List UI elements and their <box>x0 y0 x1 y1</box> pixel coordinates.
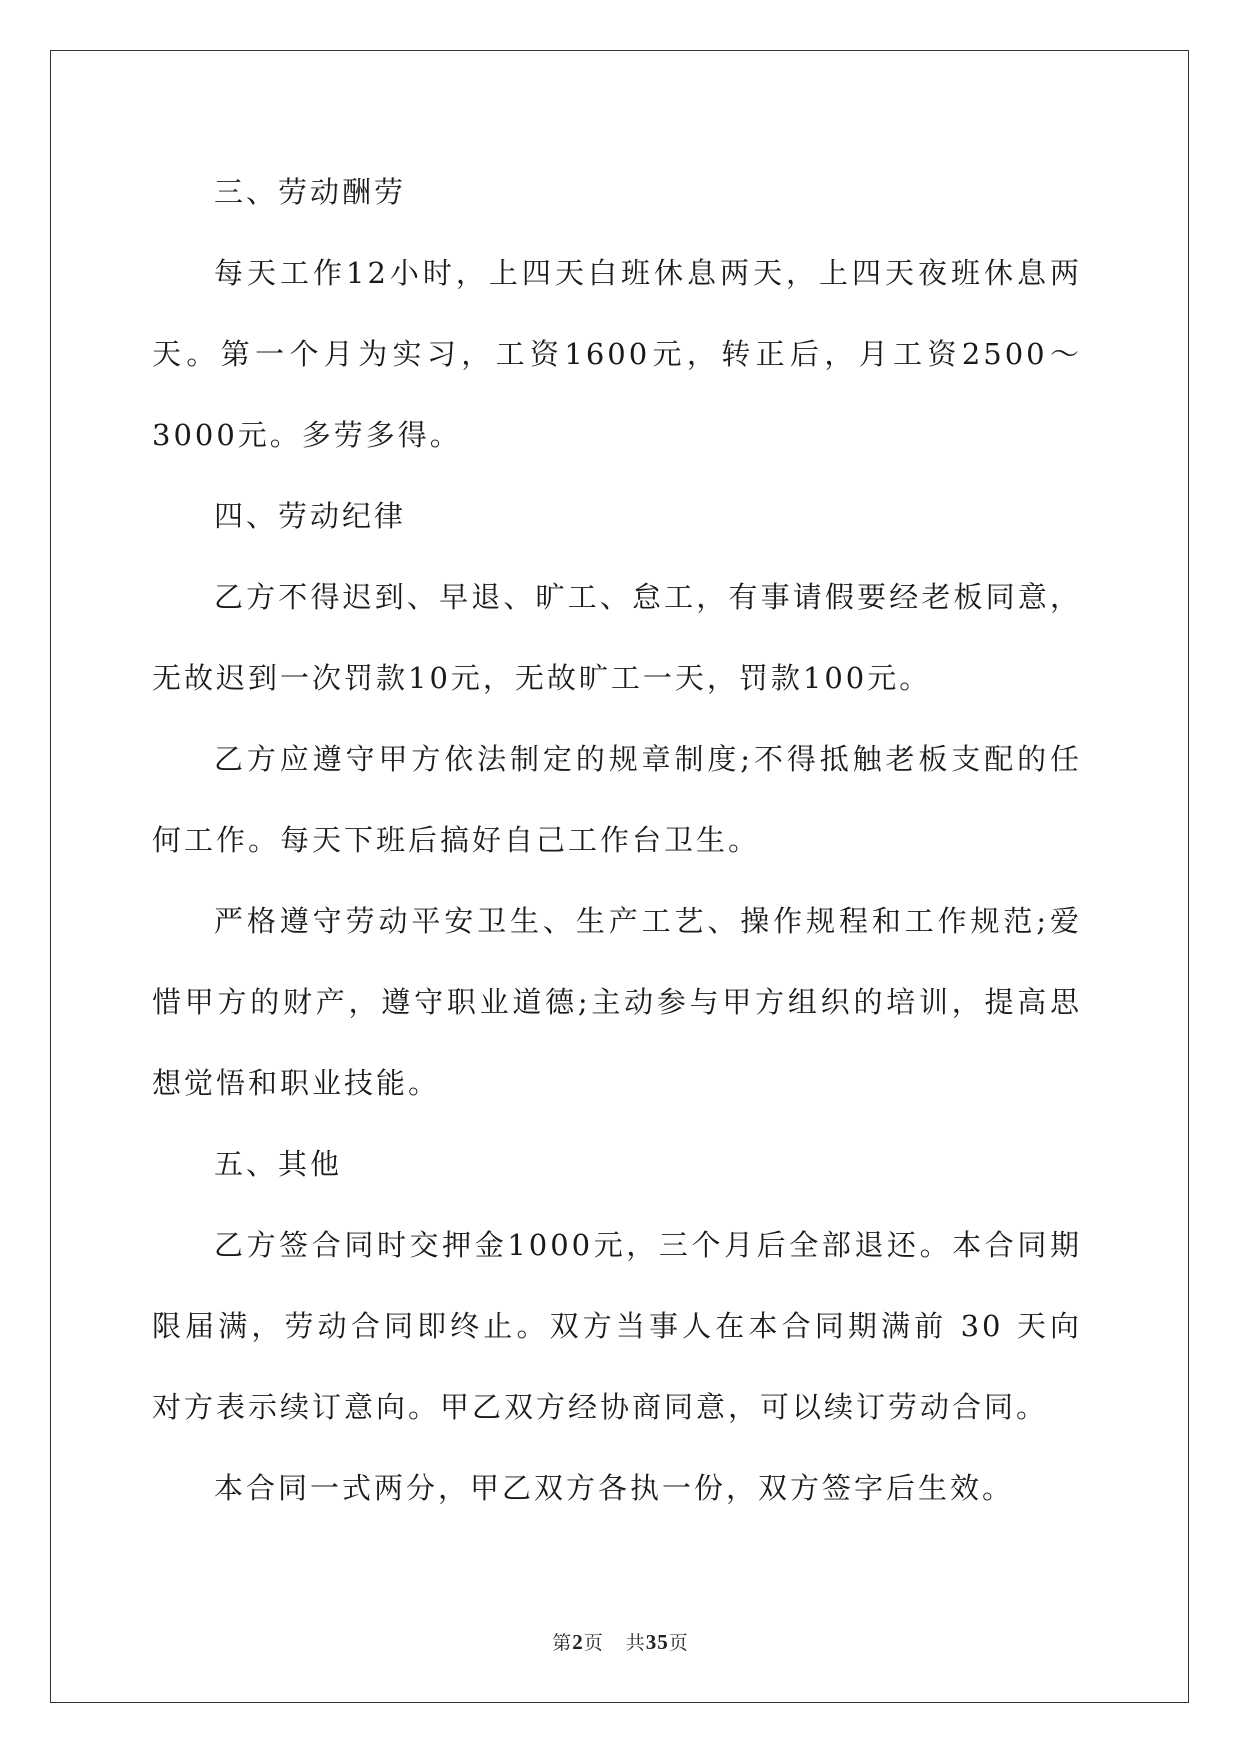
paragraph-contract-copies: 本合同一式两分，甲乙双方各执一份，双方签字后生效。 <box>214 1471 1015 1505</box>
page-footer <box>0 1628 1241 1655</box>
page-prefix: 第 <box>552 1632 573 1654</box>
total-pages: 35 <box>645 1630 669 1654</box>
page-unit: 页 <box>583 1632 604 1654</box>
paragraph-company-rules: 乙方应遵守甲方依法制定的规章制度;不得抵触老板支配的任何工作。每天下班后搞好自己工作台卫生。 <box>152 742 1082 857</box>
total-unit: 页 <box>668 1632 689 1654</box>
paragraph-work-hours-salary: 每天工作12小时，上四天白班休息两天，上四天夜班休息两天。第一个月为实习，工资1600元，转正后，月工资2500～3000元。多劳多得。 <box>152 256 1082 452</box>
page-number: 2 <box>572 1630 584 1654</box>
paragraph-safety-rules: 严格遵守劳动平安卫生、生产工艺、操作规程和工作规范;爱惜甲方的财产，遵守职业道德;主动参与甲方组织的培训，提高思想觉悟和职业技能。 <box>152 904 1082 1100</box>
paragraph-attendance-rules: 乙方不得迟到、早退、旷工、怠工，有事请假要经老板同意，无故迟到一次罚款10元，无故旷工一天，罚款100元。 <box>152 580 1082 695</box>
document-body <box>152 152 1082 1529</box>
section-heading-remuneration: 三、劳动酬劳 <box>214 175 407 209</box>
section-heading-other: 五、其他 <box>214 1147 343 1181</box>
section-heading-discipline: 四、劳动纪律 <box>214 499 407 533</box>
total-prefix: 共 <box>625 1632 646 1654</box>
paragraph-deposit-renewal: 乙方签合同时交押金1000元，三个月后全部退还。本合同期限届满，劳动合同即终止。双方当事人在本合同期满前 30 天向对方表示续订意向。甲乙双方经协商同意，可以续订劳动合同。 <box>152 1228 1082 1424</box>
